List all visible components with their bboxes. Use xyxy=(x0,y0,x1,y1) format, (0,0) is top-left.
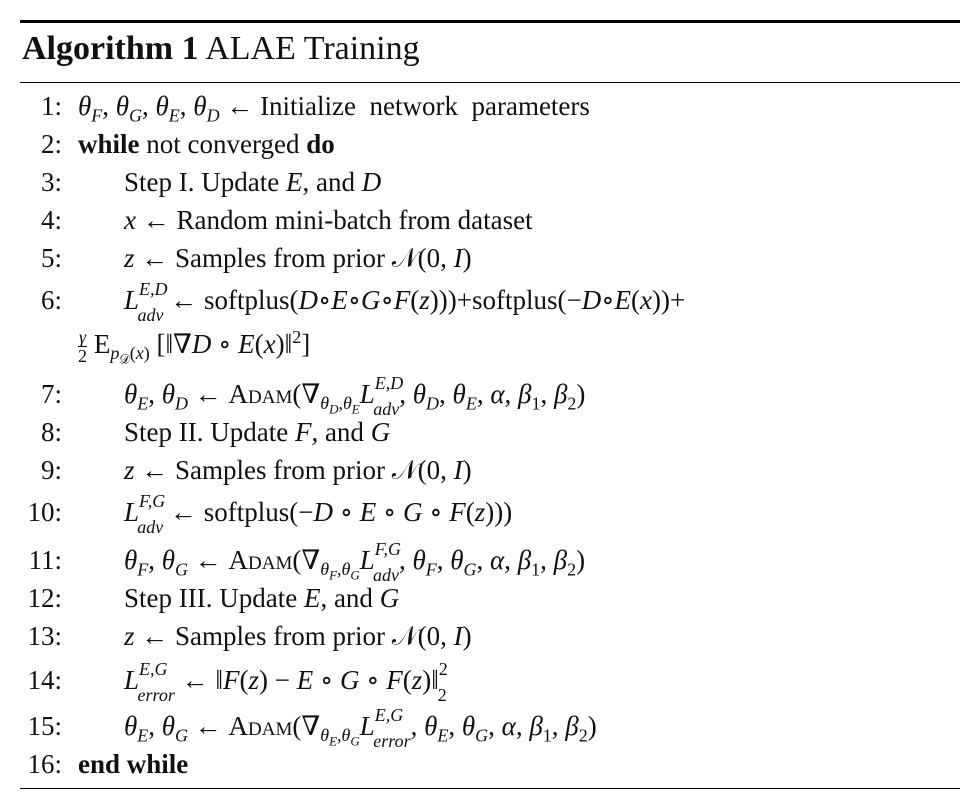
algorithm-line-3 xyxy=(0,164,980,200)
algorithm-title: ALAE Training xyxy=(205,30,420,67)
line-code xyxy=(78,746,188,782)
line-number: 14: xyxy=(27,665,62,695)
line-text: not converged xyxy=(146,129,300,159)
line-code: z ← Samples from prior 𝒩(0, I) xyxy=(124,621,472,651)
line-code: z ← Samples from prior 𝒩(0, I) xyxy=(124,455,472,485)
algorithm-line-10 xyxy=(0,491,980,538)
algorithm-line-16 xyxy=(0,746,980,782)
line-code: $L^{E,G}_{error}$ ← ‖F(z) − E ∘ G ∘ F(z)‖$^2_2$ xyxy=(124,659,448,706)
line-code: Step III. Update E, and G xyxy=(124,583,400,613)
line-number: 11: xyxy=(28,545,62,575)
line-code: $\theta_F$, $\theta_G$ ← $Adam(\nabla_{\theta_F,\theta_G}L^{F,G}_{adv}$, $\theta_F$, $\theta_G$, α, $\beta_1$, $\beta_2$) xyxy=(124,539,586,586)
line-number: 16: xyxy=(27,749,62,779)
algorithm-line-11 xyxy=(0,539,980,586)
algorithm-label: Algorithm 1 xyxy=(22,30,199,67)
line-code: $L^{E,D}_{adv}$ ← softplus(D∘E∘G∘F(z)))+softplus(−D∘E(x))+ xyxy=(124,279,686,326)
line-code: $\theta_E$, $\theta_D$ ← $Adam(\nabla_{\theta_D,\theta_E}L^{E,D}_{adv}$, $\theta_D$, $\theta_E$, α, $\beta_1$, $\beta_2$) xyxy=(124,373,586,420)
algorithm-caption-rule xyxy=(20,82,960,83)
line-code xyxy=(78,126,335,162)
algorithm-line-13 xyxy=(0,618,980,654)
algorithm-line-7 xyxy=(0,373,980,420)
line-number: 9: xyxy=(40,455,62,485)
line-number: 6: xyxy=(40,285,62,315)
algorithm-line-6 xyxy=(0,279,980,326)
line-number: 8: xyxy=(40,417,62,447)
algorithm-line-2 xyxy=(0,126,980,162)
line-number: 7: xyxy=(40,379,62,409)
algorithm-bottom-rule xyxy=(20,788,960,789)
algorithm-line-9 xyxy=(0,452,980,488)
line-number: 1: xyxy=(40,91,62,121)
keyword-while: while xyxy=(78,129,140,159)
line-code: x ← Random mini-batch from dataset xyxy=(124,205,533,235)
algorithm-line-8 xyxy=(0,414,980,450)
line-number: 12: xyxy=(27,583,62,613)
line-number: 4: xyxy=(40,205,62,235)
line-number: 10: xyxy=(27,497,62,527)
line-code: $\theta_F$, $\theta_G$, $\theta_E$, $\theta_D$ ← Initialize network parameters xyxy=(78,91,590,126)
line-code: $\theta_E$, $\theta_G$ ← $Adam(\nabla_{\theta_E,\theta_G}L^{E,G}_{error}$, $\theta_E$, $\theta_G$, α, $\beta_1$, $\beta_2$) xyxy=(124,705,597,752)
algorithm-caption xyxy=(22,28,420,70)
line-number: 15: xyxy=(27,711,62,741)
line-number: 2: xyxy=(40,129,62,159)
algorithm-line-15 xyxy=(0,705,980,752)
algorithm-top-rule xyxy=(20,20,960,23)
line-number: 5: xyxy=(40,243,62,273)
line-code: z ← Samples from prior 𝒩(0, I) xyxy=(124,243,472,273)
line-code: Step II. Update F, and G xyxy=(124,417,391,447)
line-code-continued: $\frac{\gamma}{2}$ $E_{p_𝒟(x)}$ [‖∇D ∘ E(x)‖$^2$] xyxy=(78,327,311,367)
line-code: Step I. Update E, and D xyxy=(124,167,382,197)
line-number: 3: xyxy=(40,167,62,197)
line-number: 13: xyxy=(27,621,62,651)
algorithm-line-5 xyxy=(0,240,980,276)
algorithm-line-1 xyxy=(0,88,980,124)
keyword-end-while: end while xyxy=(78,749,189,779)
algorithm-line-12 xyxy=(0,580,980,616)
keyword-do: do xyxy=(306,129,335,159)
algorithm-line-6-continued xyxy=(0,326,980,367)
algorithm-line-14 xyxy=(0,659,980,706)
algorithm-line-4 xyxy=(0,202,980,238)
line-code: $L^{F,G}_{adv}$ ← softplus(−D ∘ E ∘ G ∘ F(z))) xyxy=(124,491,513,538)
